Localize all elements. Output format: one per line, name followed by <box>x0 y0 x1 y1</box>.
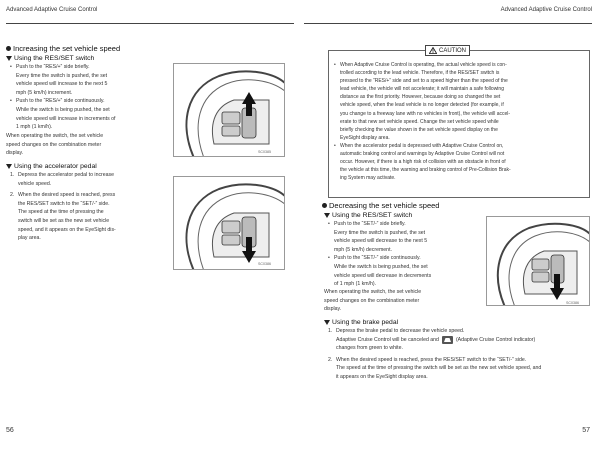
list-item: • Push to the “RES/+” side briefly. Every time the switch is pushed, the set vehicle speed will increase to the next 5 mph (5 km/h) increment. <box>10 63 160 97</box>
bullet-dot-icon <box>322 203 327 208</box>
figure-steering-switch-down <box>173 176 285 270</box>
warning-triangle-icon <box>429 47 437 54</box>
decrease-section-title: Decreasing the set vehicle speed <box>322 201 439 210</box>
list-item: • Push to the “RES/+” side continuously. While the switch is being pushed, the set vehicle speed will increase in increments of 1 mph (1 km/h). <box>10 97 160 131</box>
caution-body <box>334 61 588 182</box>
left-header-rule <box>6 23 294 24</box>
accel-body <box>10 171 162 243</box>
right-header-title: Advanced Adaptive Cruise Control <box>500 7 592 13</box>
list-item: • Push to the “SET/-” side briefly. Every time the switch is pushed, the set vehicle speed will decrease to the next 5 mph (5 km/h) decrement. <box>328 220 478 254</box>
triangle-marker-icon <box>324 320 330 325</box>
list-item: 2. When the desired speed is reached, press the RES/SET switch to the “SET/-” side. The speed at the time of pressing the switch will be set as the new set vehicle speed, and it appears on the EyeSight display area. <box>328 356 542 380</box>
accel-heading: Using the accelerator pedal <box>6 163 97 170</box>
steering-wheel-down-illustration-2 <box>487 217 590 306</box>
inc-res-set-body <box>10 63 160 132</box>
brake-body <box>328 327 592 382</box>
right-header-rule <box>304 23 592 24</box>
list-item: 1. Depress the brake pedal to decrease the vehicle speed. Adaptive Cruise Control will be canceled and (Adaptive Cruise Control indicator) changes from green to white. <box>328 328 536 352</box>
list-item: 2. When the desired speed is reached, press the RES/SET switch to the “SET/-” side. The speed at the time of pressing the switch will be set as the new set vehicle speed, and it appears on the EyeSight dis- play area. <box>10 192 116 242</box>
brake-heading: Using the brake pedal <box>324 319 398 326</box>
figure-code-1: SC0385 <box>258 150 271 154</box>
dec-res-set-body <box>328 220 478 289</box>
triangle-marker-icon <box>6 56 12 61</box>
list-item: • When the accelerator pedal is depressed with Adaptive Cruise Control on, automatic braking control and warnings by Adaptive Cruise Control will not occur. However, if there is a high risk of collision with an obstacle in front of the vehicle at this time, the warning and braking control of Pre-Collision Brak- ing System may activate. <box>334 142 588 182</box>
figure-code-3: SC0386 <box>566 301 579 305</box>
list-item: • When Adaptive Cruise Control is operating, the actual vehicle speed is con- trolled according to the lead vehicle. Therefore, if the RES/SET switch is pressed to the “RES/+” side and set to a speed higher than the speed of the lead vehicle, the vehicle will not accelerate; it will maintain a safe following distance as the first priority. However, because doing so changed the set vehicle speed, when the lead vehicle is no longer detected (for example, if you change to a freeway lane with no vehicles in front), the vehicle will accel- erate to that new set vehicle speed. Change the set vehicle speed while briefly checking the value shown in the set vehicle speed display on the EyeSight display area. <box>334 61 588 142</box>
dec-res-set-note: When operating the switch, the set vehicle speed changes on the combination meter display. <box>324 289 422 313</box>
bullet-dot-icon <box>6 46 11 51</box>
increase-section-title: Increasing the set vehicle speed <box>6 44 120 53</box>
left-page-number: 56 <box>6 427 14 434</box>
figure-steering-switch-up <box>173 63 285 157</box>
inc-res-set-note: When operating the switch, the set vehicle speed changes on the combination meter display. <box>6 133 104 157</box>
steering-wheel-up-illustration <box>174 64 285 157</box>
left-header-title: Advanced Adaptive Cruise Control <box>6 7 98 13</box>
figure-steering-switch-down-right <box>486 216 590 306</box>
figure-code-2: SC0386 <box>258 262 271 266</box>
triangle-marker-icon <box>324 213 330 218</box>
caution-title: CAUTION <box>425 45 470 56</box>
steering-wheel-down-illustration <box>174 177 285 270</box>
list-item: • Push to the “SET/-” side continuously. While the switch is being pushed, the set vehicle speed will decrease in decrements of 1 mph (1 km/h). <box>328 254 478 288</box>
triangle-marker-icon <box>6 164 12 169</box>
acc-indicator-icon <box>442 336 453 344</box>
dec-res-set-heading: Using the RES/SET switch <box>324 212 412 219</box>
inc-res-set-heading: Using the RES/SET switch <box>6 55 94 62</box>
list-item: 1. Depress the accelerator pedal to increase vehicle speed. <box>10 172 115 187</box>
right-page-number: 57 <box>582 427 590 434</box>
